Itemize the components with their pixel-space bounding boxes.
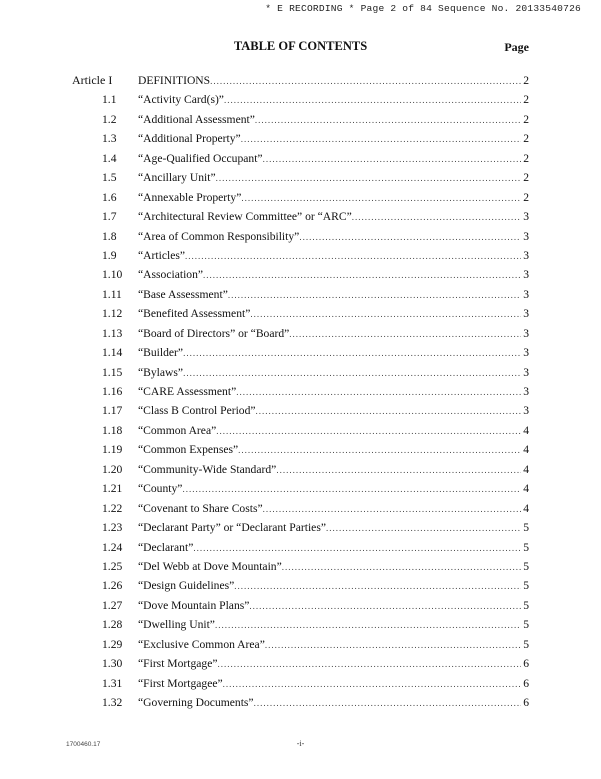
- toc-entry-line: [138, 132, 529, 145]
- toc-entry-line: [138, 268, 529, 281]
- toc-entry-text: “Benefited Assessment”: [138, 307, 251, 321]
- toc-entry-number: 1.22: [102, 501, 123, 515]
- toc-entry-number: 1.20: [102, 462, 123, 476]
- toc-entry-page: 5: [523, 521, 529, 535]
- toc-entry-line: [138, 385, 529, 398]
- toc-entry-text: “Common Expenses”: [138, 443, 239, 457]
- toc-entry-number: 1.14: [102, 346, 123, 360]
- toc-entry-number: 1.4: [102, 151, 117, 165]
- toc-entry-number: 1.10: [102, 268, 123, 282]
- toc-entry-line: [138, 74, 529, 87]
- toc-entry: [0, 518, 601, 537]
- toc-entry: [0, 71, 601, 90]
- dot-leader: [265, 640, 521, 650]
- toc-entry: [0, 693, 601, 712]
- toc-entry-line: [138, 502, 529, 515]
- dot-leader: [236, 387, 521, 397]
- toc-entry: [0, 557, 601, 576]
- dot-leader: [216, 173, 522, 183]
- toc-entry-line: [138, 560, 529, 573]
- toc-entry: [0, 168, 601, 187]
- toc-entry-line: [138, 696, 529, 709]
- dot-leader: [282, 562, 521, 572]
- dot-leader: [276, 465, 521, 475]
- toc-entry-number: 1.19: [102, 443, 123, 457]
- toc-entry-text: “First Mortgagee”: [138, 676, 223, 690]
- toc-entry-page: 2: [523, 151, 529, 165]
- toc-entry-page: 2: [523, 132, 529, 146]
- toc-entry-number: 1.23: [102, 521, 123, 535]
- toc-entry: [0, 615, 601, 634]
- toc-entry-number: 1.1: [102, 93, 117, 107]
- toc-entry-text: DEFINITIONS: [138, 74, 211, 87]
- toc-entry-text: “Base Assessment”: [138, 287, 228, 301]
- toc-entry-page: 2: [523, 190, 529, 204]
- toc-entry-number: 1.6: [102, 190, 117, 204]
- toc-entry: [0, 265, 601, 284]
- toc-entry-page: 4: [523, 462, 529, 476]
- document-id: 1700460.17: [66, 741, 101, 748]
- toc-entry-line: [138, 463, 529, 476]
- dot-leader: [223, 679, 522, 689]
- dot-leader: [299, 232, 521, 242]
- toc-entry-page: 5: [523, 598, 529, 612]
- toc-entry: [0, 149, 601, 168]
- toc-entry: [0, 246, 601, 265]
- toc-entry: [0, 499, 601, 518]
- toc-entry-text: “Association”: [138, 268, 204, 282]
- dot-leader: [228, 290, 521, 300]
- dot-leader: [352, 212, 521, 222]
- toc-entry-number: 1.29: [102, 637, 123, 651]
- toc-entry: [0, 304, 601, 323]
- toc-entry-text: “Board of Directors” or “Board”: [138, 326, 290, 340]
- toc-entry-line: [138, 171, 529, 184]
- toc-entry-line: [138, 307, 529, 320]
- dot-leader: [326, 523, 521, 533]
- toc-entry-number: 1.28: [102, 618, 123, 632]
- toc-entry-line: [138, 249, 529, 262]
- toc-entry-line: [138, 93, 529, 106]
- toc-entry-page: 5: [523, 637, 529, 651]
- toc-entry-line: [138, 113, 529, 126]
- article-label: Article I: [72, 73, 113, 87]
- toc-entry-number: 1.2: [102, 112, 117, 126]
- toc-entry: [0, 110, 601, 129]
- toc-entry-text: “Builder”: [138, 346, 184, 360]
- toc-entry-page: 2: [523, 112, 529, 126]
- recording-header: * E RECORDING * Page 2 of 84 Sequence No. 20133540726: [265, 3, 581, 14]
- toc-entry-page: 4: [523, 423, 529, 437]
- toc-entry-text: “Dove Mountain Plans”: [138, 598, 250, 612]
- toc-entry-page: 5: [523, 559, 529, 573]
- toc-entry: [0, 576, 601, 595]
- toc-entry-line: [138, 152, 529, 165]
- toc-entry-text: “Dwelling Unit”: [138, 618, 215, 632]
- toc-entry: [0, 479, 601, 498]
- toc-entry: [0, 596, 601, 615]
- toc-entry-number: 1.31: [102, 676, 123, 690]
- toc-entry-number: 1.8: [102, 229, 117, 243]
- dot-leader: [241, 193, 521, 203]
- dot-leader: [250, 309, 521, 319]
- toc-entry-page: 5: [523, 540, 529, 554]
- dot-leader: [289, 329, 521, 339]
- toc-entry-number: 1.26: [102, 579, 123, 593]
- toc-entry-text: “Additional Assessment”: [138, 112, 255, 126]
- toc-entry-line: [138, 638, 529, 651]
- toc-entry-text: “Articles”: [138, 248, 185, 262]
- toc-entry: [0, 90, 601, 109]
- dot-leader: [182, 484, 521, 494]
- toc-title: TABLE OF CONTENTS: [233, 39, 368, 53]
- toc-entry-page: 3: [523, 248, 529, 262]
- toc-entry-page: 3: [523, 287, 529, 301]
- toc-entry-line: [138, 677, 529, 690]
- dot-leader: [254, 698, 522, 708]
- toc-entry: [0, 538, 601, 557]
- toc-entry-page: 3: [523, 307, 529, 321]
- toc-entry-number: 1.24: [102, 540, 123, 554]
- toc-entry-page: 4: [523, 482, 529, 496]
- toc-entry-number: 1.30: [102, 657, 123, 671]
- toc-entry-page: 4: [523, 501, 529, 515]
- toc-entry-number: 1.9: [102, 248, 117, 262]
- toc-entry-number: 1.13: [102, 326, 123, 340]
- toc-entry-page: 3: [523, 365, 529, 379]
- toc-entry-line: [138, 191, 529, 204]
- dot-leader: [193, 543, 521, 553]
- dot-leader: [183, 368, 521, 378]
- dot-leader: [263, 504, 522, 514]
- toc-entry: [0, 363, 601, 382]
- toc-entry-text: “Governing Documents”: [138, 696, 254, 709]
- toc-entry-page: 3: [523, 326, 529, 340]
- toc-entry-line: [138, 618, 529, 631]
- toc-entry-text: “Area of Common Responsibility”: [138, 229, 300, 243]
- toc-entry: [0, 654, 601, 673]
- toc-entry-page: 5: [523, 579, 529, 593]
- toc-entry-page: 2: [523, 74, 529, 87]
- toc-entry-text: “Design Guidelines”: [138, 579, 235, 593]
- toc-entry-text: “Declarant”: [138, 540, 194, 554]
- toc-entry-text: “Additional Property”: [138, 132, 241, 146]
- toc-entry-page: 6: [523, 676, 529, 690]
- dot-leader: [224, 95, 521, 105]
- toc-entry-page: 3: [523, 210, 529, 224]
- toc-entry: [0, 129, 601, 148]
- toc-entry-line: [138, 346, 529, 359]
- dot-leader: [234, 581, 521, 591]
- dot-leader: [215, 620, 521, 630]
- toc-entry: [0, 460, 601, 479]
- toc-entry-number: 1.12: [102, 307, 123, 321]
- toc-entry-line: [138, 443, 529, 456]
- toc-entry-number: 1.15: [102, 365, 123, 379]
- toc-entry-page: 3: [523, 268, 529, 282]
- toc-entry-text: “Common Area”: [138, 423, 217, 437]
- toc-entry-line: [138, 579, 529, 592]
- toc-entry-number: 1.7: [102, 210, 117, 224]
- toc-entry-text: “Covenant to Share Costs”: [138, 501, 263, 515]
- toc-entry-line: [138, 657, 529, 670]
- toc-entry-number: 1.16: [102, 385, 123, 398]
- toc-entry: [0, 285, 601, 304]
- toc-entry: [0, 635, 601, 654]
- toc-entry-page: 2: [523, 93, 529, 107]
- toc-entry-text: “Bylaws”: [138, 365, 184, 379]
- toc-entry-number: 1.5: [102, 171, 117, 185]
- toc-entry-number: 1.32: [102, 696, 123, 709]
- toc-entry-text: “Exclusive Common Area”: [138, 637, 265, 651]
- toc-entry-page: 2: [523, 171, 529, 185]
- dot-leader: [238, 445, 521, 455]
- dot-leader: [255, 115, 521, 125]
- toc-entry-page: 3: [523, 229, 529, 243]
- toc-entry: [0, 401, 601, 420]
- toc-entry-page: 3: [523, 404, 529, 418]
- toc-entry-page: 6: [523, 696, 529, 709]
- toc-entry-line: [138, 424, 529, 437]
- dot-leader: [263, 154, 522, 164]
- toc-entry: [0, 343, 601, 362]
- toc-entry-line: [138, 327, 529, 340]
- toc-entry-number: 1.25: [102, 559, 123, 573]
- toc-entry-page: 3: [523, 385, 529, 398]
- dot-leader: [185, 251, 521, 261]
- toc-entry-page: 6: [523, 657, 529, 671]
- dot-leader: [218, 659, 522, 669]
- toc-entry-number: 1.21: [102, 482, 123, 496]
- toc-entry: [0, 227, 601, 246]
- toc-entry-text: “Community-Wide Standard”: [138, 462, 277, 476]
- dot-leader: [203, 270, 521, 280]
- toc-entry-line: [138, 541, 529, 554]
- toc-entry-line: [138, 482, 529, 495]
- toc-entry-line: [138, 230, 529, 243]
- toc-entry-line: [138, 366, 529, 379]
- toc-entry: [0, 207, 601, 226]
- toc-entry-line: [138, 210, 529, 223]
- page-number: -i-: [296, 739, 305, 748]
- toc-entry-text: “Ancillary Unit”: [138, 171, 216, 185]
- page-column-heading: Page: [504, 40, 529, 54]
- toc-entry: [0, 421, 601, 440]
- dot-leader: [241, 134, 521, 144]
- toc-entry-number: 1.17: [102, 404, 123, 418]
- toc-entry-page: 3: [523, 346, 529, 360]
- toc-entry-text: “CARE Assessment”: [138, 385, 237, 398]
- toc-list: [0, 71, 601, 712]
- toc-entry: [0, 188, 601, 207]
- dot-leader: [249, 601, 521, 611]
- toc-entry-number: 1.18: [102, 423, 123, 437]
- toc-entry: [0, 674, 601, 693]
- toc-entry-text: “Del Webb at Dove Mountain”: [138, 559, 282, 573]
- toc-entry-page: 5: [523, 618, 529, 632]
- toc-entry-line: [138, 288, 529, 301]
- dot-leader: [216, 426, 521, 436]
- toc-entry-text: “Class B Control Period”: [138, 404, 256, 418]
- toc-entry-number: 1.3: [102, 132, 117, 146]
- toc-entry-text: “First Mortgage”: [138, 657, 218, 671]
- toc-entry-number: 1.11: [102, 287, 122, 301]
- toc-entry-text: “Age-Qualified Occupant”: [138, 151, 263, 165]
- dot-leader: [256, 406, 522, 416]
- toc-entry-text: “Architectural Review Committee” or “ARC”: [138, 210, 352, 224]
- dot-leader: [210, 76, 521, 86]
- toc-entry-text: “Declarant Party” or “Declarant Parties”: [138, 521, 326, 535]
- toc-entry: [0, 324, 601, 343]
- toc-entry-text: “Activity Card(s)”: [138, 93, 224, 107]
- toc-entry-text: “County”: [138, 482, 183, 496]
- toc-entry-page: 4: [523, 443, 529, 457]
- toc-entry: [0, 382, 601, 401]
- toc-entry-number: 1.27: [102, 598, 123, 612]
- toc-entry-line: [138, 599, 529, 612]
- dot-leader: [183, 348, 521, 358]
- toc-entry-line: [138, 404, 529, 417]
- toc-entry: [0, 440, 601, 459]
- toc-entry-line: [138, 521, 529, 534]
- toc-entry-text: “Annexable Property”: [138, 190, 242, 204]
